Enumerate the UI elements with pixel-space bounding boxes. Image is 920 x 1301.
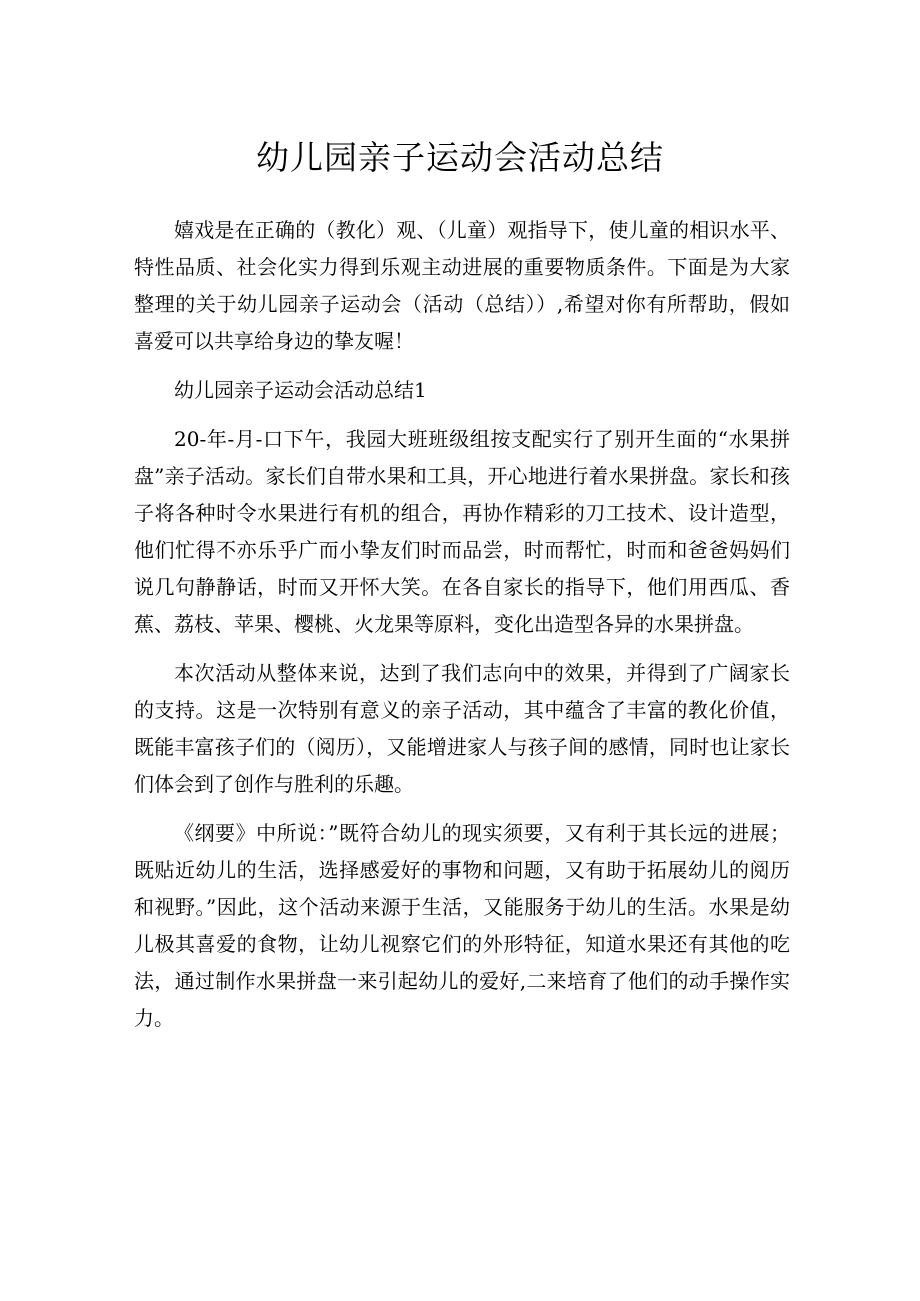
activity-paragraph: 20-年-月-口下午，我园大班班级组按支配实行了别开生面的“水果拼盘”亲子活动。家长们自带水果和工具，开心地进行着水果拼盘。家长和孩子将各种时令水果进行有机的组合，再协作精彩的刀工技术、设计造型，他们忙得不亦乐乎广而小挚友们时而品尝，时而帮忙，时而和爸爸妈妈们说几句静静话，时而又开怀大笑。在各自家长的指导下，他们用西瓜、香蕉、荔枝、苹果、樱桃、火龙果等原料，变化出造型各异的水果拼盘。	[134, 427, 790, 636]
document-title: 幼儿园亲子运动会活动总结	[256, 138, 664, 177]
intro-paragraph: 嬉戏是在正确的（教化）观、（儿童）观指导下，使儿童的相识水平、特性品质、社会化实力得到乐观主动进展的重要物质条件。下面是为大家整理的关于幼儿园亲子运动会（活动（总结））,希望对你有所帮助，假如喜爱可以共享给身边的挚友喔！	[134, 218, 790, 353]
document-body	[134, 212, 790, 1049]
evaluation-paragraph: 本次活动从整体来说，达到了我们志向中的效果，并得到了广阔家长的支持。这是一次特别有意义的亲子活动，其中蕴含了丰富的教化价值，既能丰富孩子们的（阅历），又能增进家人与孩子间的感情，同时也让家长们体会到了创作与胜利的乐趣。	[134, 661, 790, 796]
guideline-paragraph: 《纲要》中所说：”既符合幼儿的现实须要，又有利于其长远的进展；既贴近幼儿的生活，选择感爱好的事物和问题，又有助于拓展幼儿的阅历和视野。”因此，这个活动来源于生活，又能服务于幼儿的生活。水果是幼儿极其喜爱的食物，让幼儿视察它们的外形特征，知道水果还有其他的吃法，通过制作水果拼盘一来引起幼儿的爱好,二来培育了他们的动手操作实力。	[134, 821, 790, 1030]
section-heading: 幼儿园亲子运动会活动总结1	[174, 378, 427, 402]
